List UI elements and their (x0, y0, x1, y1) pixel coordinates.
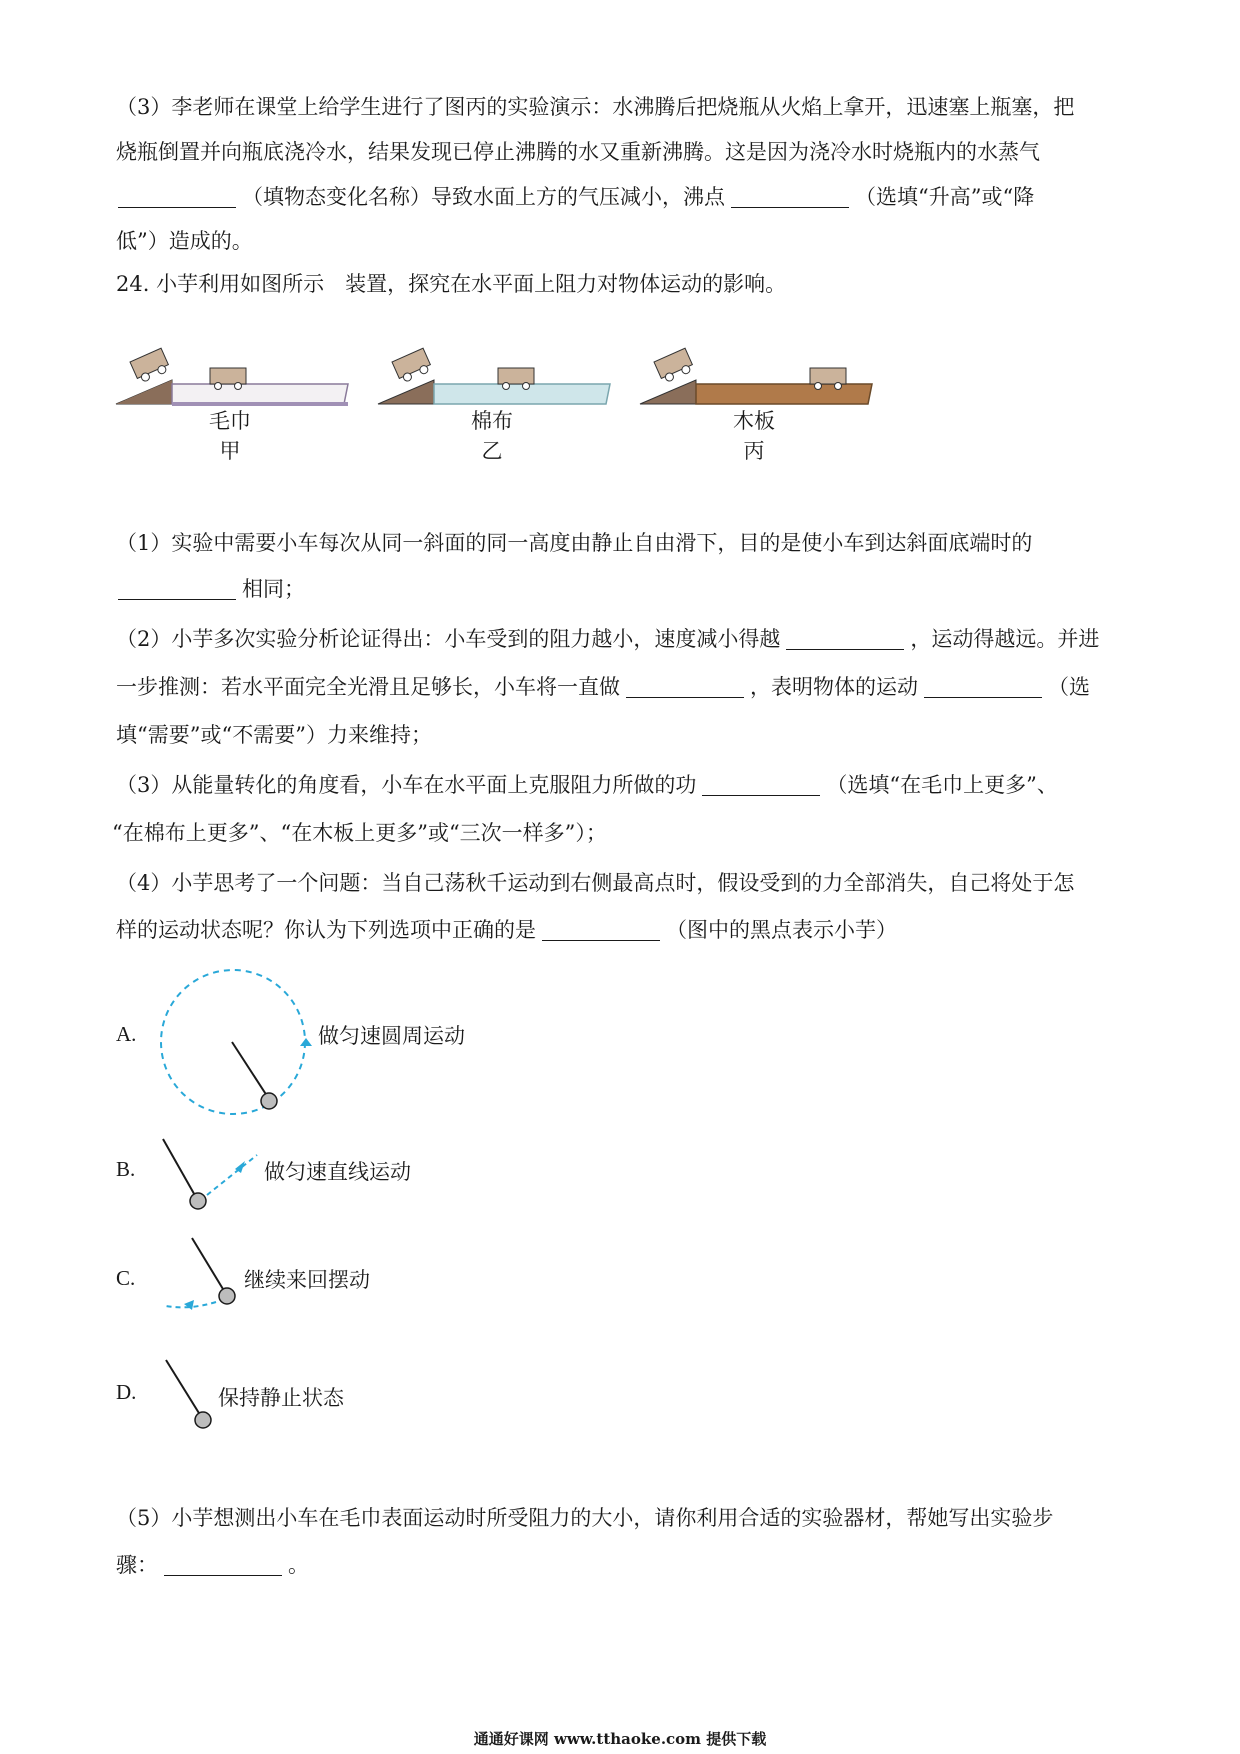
caption-towel: 毛巾 (209, 409, 251, 433)
caption-cotton: 棉布 (471, 409, 513, 433)
q24-p5-line2-text-b: 。 (288, 1553, 309, 1577)
q24-p1-line1: （1）实验中需要小车每次从同一斜面的同一高度由静止自由滑下，目的是使小车到达斜面底端时的 (116, 531, 1033, 555)
q24-p4-line2-text-a: 样的运动状态呢？你认为下列选项中正确的是 (116, 918, 536, 942)
q24-p5-line2 (116, 1550, 309, 1580)
q24-p2-line1-text-a: （2）小芋多次实验分析论证得出：小车受到的阻力越小，速度减小得越 (116, 627, 781, 651)
q24-p2-line2-text-c: （选 (1048, 675, 1090, 699)
q24-p4-line1: （4）小芋思考了一个问题：当自己荡秋千运动到右侧最高点时，假设受到的力全部消失，自己将处于怎 (116, 871, 1075, 895)
q23-3-line3-text-b: （选填“升高”或“降 (855, 185, 1035, 209)
q24-p3-line1-text-b: （选填“在毛巾上更多”、 (826, 773, 1058, 797)
caption-yi: 乙 (481, 439, 503, 463)
answer-blank[interactable] (786, 627, 904, 650)
q24-p2-line1 (116, 624, 1099, 654)
q24-p2-line2 (116, 672, 1090, 702)
q24-p1-line2 (112, 574, 305, 604)
q24-p5-line2-text-a: 骤： (116, 1553, 158, 1577)
answer-blank[interactable] (542, 918, 660, 941)
answer-blank[interactable] (164, 1553, 282, 1576)
answer-blank[interactable] (731, 185, 849, 208)
answer-blank[interactable] (118, 185, 236, 208)
q24-p2-line2-text-b: ，表明物体的运动 (750, 675, 918, 699)
q24-p2-line3: 填“需要”或“不需要”）力来维持； (116, 723, 432, 747)
q24-p3-line2: “在棉布上更多”、“在木板上更多”或“三次一样多”）； (112, 821, 607, 845)
option-d-text: 保持静止状态 (218, 1386, 344, 1410)
answer-blank[interactable] (118, 577, 236, 600)
q24-p3-line1-text-a: （3）从能量转化的角度看，小车在水平面上克服阻力所做的功 (116, 773, 697, 797)
option-d-diagram (160, 1356, 220, 1436)
option-b-diagram (155, 1135, 265, 1215)
q23-3-line1: （3）李老师在课堂上给学生进行了图丙的实验演示：水沸腾后把烧瓶从火焰上拿开，迅速塞上瓶塞，把 (116, 95, 1075, 119)
apparatus-wood (640, 348, 872, 404)
answer-blank[interactable] (702, 773, 820, 796)
option-d-label[interactable]: D. (116, 1380, 137, 1404)
q24-p4-line2-text-b: （图中的黑点表示小芋） (666, 918, 897, 942)
option-a-label[interactable]: A. (116, 1022, 137, 1046)
q23-3-line4: 低”）造成的。 (116, 229, 253, 253)
q24-p2-line1-text-b: ，运动得越远。并进 (910, 627, 1100, 651)
option-b-label[interactable]: B. (116, 1157, 136, 1181)
q24-p2-line2-text-a: 一步推测：若水平面完全光滑且足够长，小车将一直做 (116, 675, 620, 699)
q24-p3-line1 (116, 770, 1058, 800)
option-c-text: 继续来回摆动 (244, 1268, 370, 1292)
apparatus-cotton (378, 348, 610, 404)
apparatus-towel (116, 348, 348, 406)
q24-stem: 24. 小芋利用如图所示 装置，探究在水平面上阻力对物体运动的影响。 (116, 272, 787, 296)
option-c-label[interactable]: C. (116, 1266, 136, 1290)
q24-p5-line1: （5）小芋想测出小车在毛巾表面运动时所受阻力的大小，请你利用合适的实验器材，帮她写出实验步 (116, 1506, 1054, 1530)
caption-wood: 木板 (733, 409, 775, 433)
option-a-diagram (155, 966, 315, 1118)
option-a-text: 做匀速圆周运动 (318, 1024, 465, 1048)
q23-3-line2: 烧瓶倒置并向瓶底浇冷水，结果发现已停止沸腾的水又重新沸腾。这是因为浇冷水时烧瓶内的水蒸气 (116, 140, 1040, 164)
answer-blank[interactable] (924, 675, 1042, 698)
answer-blank[interactable] (626, 675, 744, 698)
caption-bing: 丙 (743, 439, 765, 463)
option-c-diagram (160, 1234, 250, 1314)
q23-3-line3 (112, 182, 1034, 212)
q24-p1-line2-text: 相同； (242, 577, 305, 601)
option-b-text: 做匀速直线运动 (264, 1160, 411, 1184)
apparatus-figures (112, 340, 912, 410)
page-footer: 通通好课网 www.tthaoke.com 提供下载 (473, 1730, 767, 1748)
q23-3-line3-text-a: （填物态变化名称）导致水面上方的气压减小，沸点 (242, 185, 725, 209)
caption-jia: 甲 (219, 439, 241, 463)
q24-p4-line2 (116, 915, 897, 945)
